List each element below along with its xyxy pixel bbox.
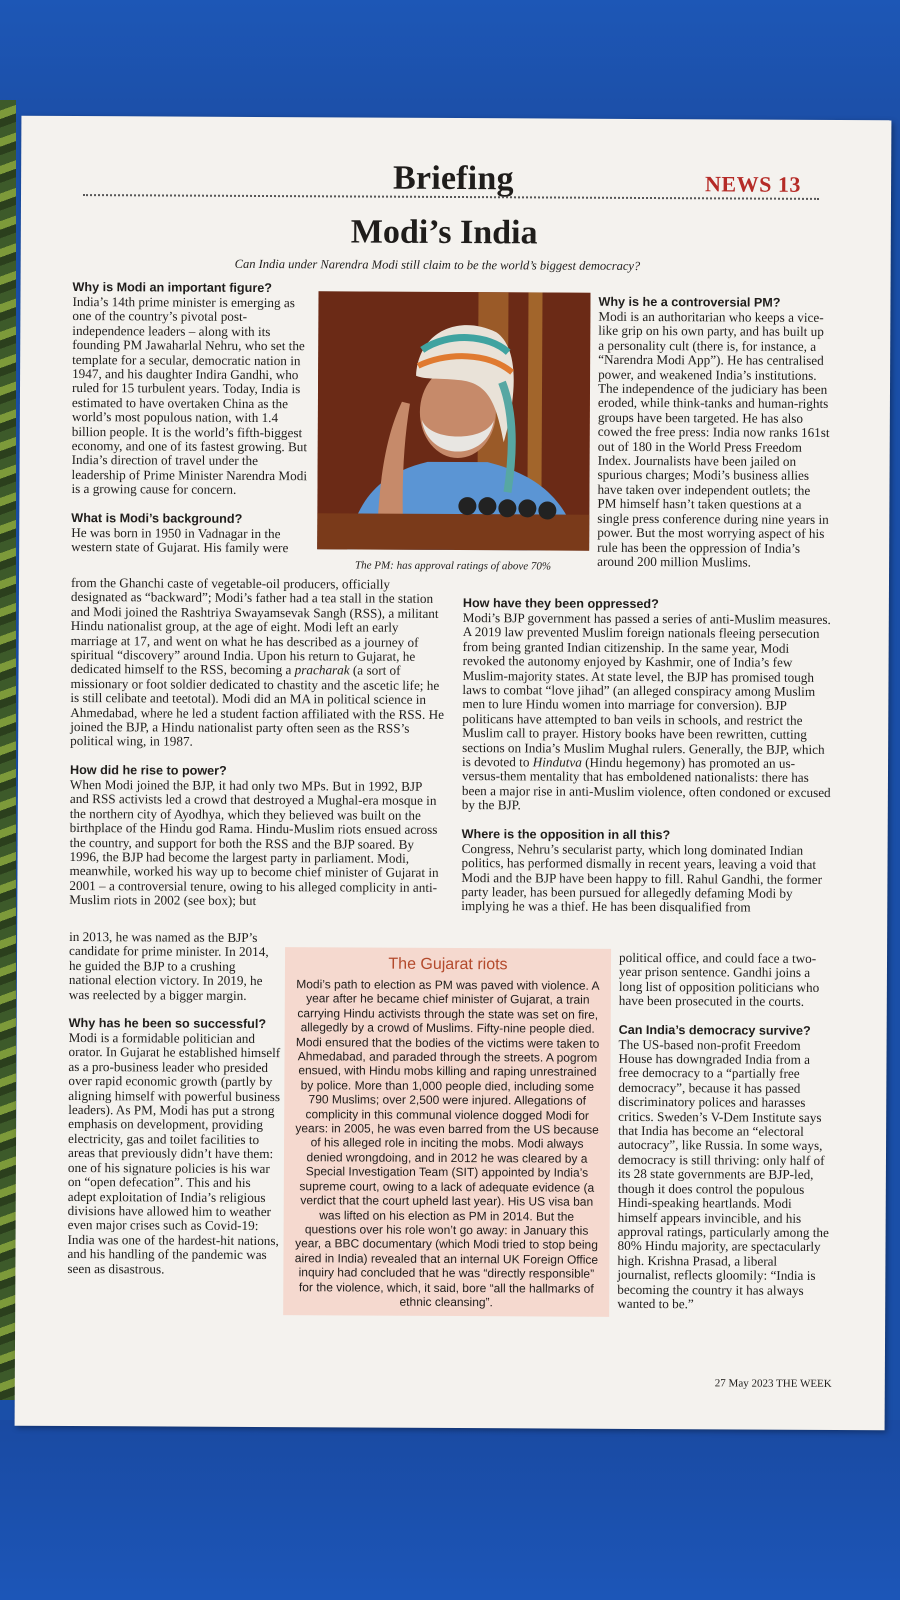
heading-rise: How did he rise to power? [69,762,227,778]
table-surface-bottom [0,1420,900,1600]
page-footer [715,1377,832,1390]
column-left-wide [69,576,445,909]
body-success: Modi is a formidable politician and orator. In Gujarat he established himself as a pro-business leader who presided over rapid economic growth (partly by aligning himself with powerful business leaders). As PM, Modi has put a strong emphasis on development, providing electricity, gas and toilet facilities to areas that previously didn’t have them: one of his signature policies is his war on “open defecation”. This and his adept exploitation of India’s religious divisions have allowed him to weather even major crises such as Covid-19: India was one of the hardest-hit nations, and his handling of the pandemic was seen as disastrous. [67,1030,281,1277]
heading-controversial: Why is he a controversial PM? [598,294,781,310]
heading-survive: Can India’s democracy survive? [618,1022,811,1038]
box-heading: The Gujarat riots [388,955,508,974]
plant-leaf-edge [0,100,16,1400]
body-opposition-b: political office, and could face a two-year prison sentence. Gandhi joins a long list of opposition politicians who have been prosecuted in the courts. [618,949,820,1010]
box-body: Modi’s path to election as PM was paved with violence. A year after he became chief minister of Gujarat, a train carrying Hindu activists through the state was set on fire, allegedly by a crowd of Muslims. Fifty-nine people died. Modi ensured that the bodies of the victims were taken to Ahmedabad, and paraded through the streets. A pogrom ensued, with Hindu mobs killing and raping unrestrained by police. More than 1,000 people died, including some 790 Muslims; over 2,500 were injured. Allegations of complicity in this communal violence dogged Modi for years: in 2005, he was even barred from the US because of his alleged role in inciting the mobs. Modi always denied wrongdoing, and in 2012 he was cleared by a Special Investigation Team (SIT) appointed by India’s supreme court, owing to a lack of adequate evidence (a verdict that the court upheld last year). His US visa ban was lifted on his election as PM in 2014. But the questions over his role won’t go away: in January this year, a BBC documentary (which Modi tried to stop being aired in India) revealed that an internal UK Foreign Office inquiry had concluded that he was “directly responsible” for the violence, which, it said, bore “all the hallmarks of ethnic cleansing”. [294,977,600,1310]
heading-success: Why has he been so successful? [68,1016,267,1032]
column-left-bottom [67,930,281,1277]
article-title: Modi’s India [350,213,538,252]
heading-opposition: Where is the opposition in all this? [461,826,671,842]
column-right-wide [461,596,833,916]
heading-background: What is Modi’s background? [71,510,243,526]
body-controversial: Modi is an authoritarian who keeps a vice-like grip on his own party, and has built up a personality cult (there is, for instance, a “Narendra Modi App”). He has centralised power, and weakened India’s institutions. The independence of the judiciary has been eroded, while think-tanks and human-rights groups have been targeted. He has also cowed the free press: India now ranks 161st out of 180 in the World Press Freedom Index. Journalists have been jailed on spurious charges; Modi’s business allies have taken over independent outlets; the PM himself hasn’t taken questions at a single press conference during nine years in power. But the most worrying aspect of his rule has been the oppression of India’s around 200 million Muslims. [597,308,830,570]
body-oppressed-b: (Hindu hegemony) has promoted an us-versus-them mentality that has emboldened nationalists: there has been a major rise in anti-Muslim violence, often condoned or excused by the BJP. [461,754,831,813]
magazine-page [15,116,892,1431]
body-rise-a: When Modi joined the BJP, it had only two MPs. But in 1992, BJP and RSS activists led a crowd that destroyed a Mughal-era mosque in the northern city of Ayodhya, which they believed was built on the birthplace of the Hindu god Rama. Hindu-Muslim riots ensued across the country, and support for both the RSS and the BJP soared. By 1996, the BJP had become the largest party in parliament. Modi, meanwhile, worked his way up to become chief minister of Gujarat in 2001 – a controversial tenure, owing to his alleged complicity in anti-Muslim riots in 2002 (see box); but [69,776,439,909]
article-deck: Can India under Narendra Modi still claim to be the world’s biggest democracy? [234,256,641,273]
body-important: India’s 14th prime minister is emerging as one of the country’s pivotal post-independence leaders – along with its founding PM Jawaharlal Nehru, who set the template for a secular, democratic nation in 1947, and his daughter Indira Gandhi, who ruled for 15 turbulent years. Today, India is estimated to have overtaken China as the world’s most populous nation, with 1.4 billion people. It is the world’s fifth-biggest economy, and one of its fastest growing. But India’s direction of travel under the leadership of Prime Minister Narendra Modi is a growing cause for concern. [71,294,308,498]
column-left-top [71,280,314,556]
italic-hindutva: Hindutva [532,754,582,770]
body-background-b: from the Ghanchi caste of vegetable-oil producers, officially designated as “backward”; Modi’s father had a tea stall in the station and Modi joined the Rashtriya Swayamsevak Sangh (RSS), a militant Hindu nationalist group, at the age of eight. Modi left an early marriage at 17, and went on what he has described as a journey of spiritual “discovery” around India. Upon his return to Gujarat, he dedicated himself to the RSS, becoming a [70,574,439,678]
body-survive: The US-based non-profit Freedom House has downgraded India from a free democracy to a “partially free democracy”, because it has passed discriminatory polices and harasses critics. Sweden’s V-Dem Institute says that India has become an “electoral autocracy”, like Russia. In some ways, democracy is still thriving: only half of its 28 state governments are BJP-led, though it does control the populous Hindi-speaking heartlands. Modi himself appears invincible, and his approval ratings, particularly among the 80% Hindu majority, are spectacularly high. Krishna Prasad, a liberal journalist, reflects gloomily: “India is becoming the country it has always wanted to be.” [617,1036,829,1312]
modi-photo [317,291,590,550]
footer-publication: THE WEEK [776,1377,832,1390]
heading-oppressed: How have they been oppressed? [462,596,659,612]
body-oppressed-a: Modi’s BJP government has passed a series of anti-Muslim measures. A 2019 law prevented Muslim foreign nationals fleeing persecution from being granted Indian citizenship. In the same year, Modi revoked the autonomy enjoyed by Kashmir, one of India’s few Muslim-majority states. At state level, the BJP has promised tough laws to combat “love jihad” (an alleged conspiracy among Muslim men to lure Hindu women into marriage for conversion). BJP politicans have attempted to ban veils in schools, and restrict the Muslim call to prayer. History books have been rewritten, cutting sections on India’s Muslim Mughal rulers. Generally, the BJP, which is devoted to [462,610,831,770]
page-number-label: NEWS 13 [705,171,801,197]
gujarat-riots-box [283,947,611,1317]
body-opposition-a: Congress, Nehru’s secularist party, which long dominated Indian politics, has performed dismally in recent years, leaving a void that Modi and the BJP have been happy to fill. Rahul Gandhi, the former party leader, has been pursued for allegedly defaming Modi by implying he was a thief. He has been disqualified from [461,840,823,915]
section-title: Briefing [393,159,514,198]
column-right-bottom [617,951,833,1312]
heading-important: Why is Modi an important figure? [72,280,272,296]
photo-caption: The PM: has approval ratings of above 70% [355,559,552,573]
footer-date: 27 May 2023 [714,1377,774,1390]
photo-illustration [317,291,590,550]
body-background-c: (a sort of missionary or foot soldier dedicated to chastity and the ascetic life; he is still celibate and teetotal). Modi did an MA in political science in Ahmedabad, where he led a student faction affiliated with the RSS. He joined the BJP, a Hindu nationalist party often seen as the RSS’s political wing, in 1987. [70,662,445,750]
body-rise-b: in 2013, he was named as the BJP’s candidate for prime minister. In 2014, he guided the BJP to a crushing national election victory. In 2019, he was reelected by a bigger margin. [68,928,269,1003]
italic-pracharak: pracharak [294,662,350,678]
column-right-top [597,295,830,571]
body-background-a: He was born in 1950 in Vadnagar in the western state of Gujarat. His family were [71,524,289,556]
